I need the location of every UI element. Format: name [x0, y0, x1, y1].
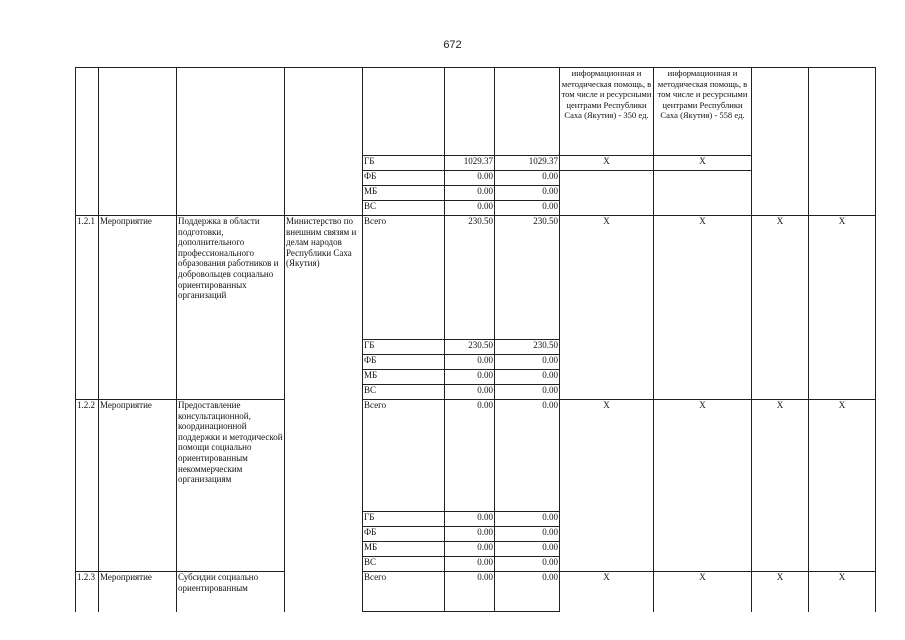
continuation-funding-row	[76, 186, 876, 201]
measure-row-total	[76, 216, 876, 340]
x-mark: X	[654, 156, 752, 171]
measure-funding-row	[76, 542, 876, 557]
total-value-2: 0.00	[495, 572, 560, 612]
measure-funding-row	[76, 370, 876, 385]
page-number: 672	[443, 39, 462, 51]
total-value-2: 230.50	[495, 216, 560, 340]
funding-value-1: 0.00	[445, 171, 495, 186]
measure-funding-row	[76, 385, 876, 400]
funding-value-1: 0.00	[445, 527, 495, 542]
funding-value-2: 0.00	[495, 385, 560, 400]
x-mark: X	[752, 400, 809, 512]
funding-value-1: 0.00	[445, 512, 495, 527]
funding-source: ВС	[363, 201, 445, 216]
measure-name: Поддержка в области подготовки, дополнительного профессионального образования работников и добровольцев социально ориентированных организаций	[177, 216, 285, 340]
measure-code: 1.2.1	[76, 216, 99, 340]
measure-code: 1.2.3	[76, 572, 99, 612]
continuation-funding-row	[76, 156, 876, 171]
measure-type: Мероприятие	[99, 572, 177, 612]
funding-value-1: 0.00	[445, 201, 495, 216]
funding-value-1: 1029.37	[445, 156, 495, 171]
total-value-1: 0.00	[445, 400, 495, 512]
funding-source: ВС	[363, 385, 445, 400]
measure-funding-row	[76, 340, 876, 355]
x-mark: X	[752, 572, 809, 612]
funding-value-2: 0.00	[495, 355, 560, 370]
measure-funding-row	[76, 355, 876, 370]
measure-funding-row	[76, 557, 876, 572]
funding-value-2: 0.00	[495, 201, 560, 216]
funding-value-2: 0.00	[495, 542, 560, 557]
continuation-header-row	[76, 68, 876, 156]
funding-value-2: 0.00	[495, 186, 560, 201]
measure-row-total	[76, 572, 876, 612]
funding-value-2: 0.00	[495, 527, 560, 542]
funding-value-1: 0.00	[445, 186, 495, 201]
funding-source: МБ	[363, 542, 445, 557]
total-label: Всего	[363, 216, 445, 340]
funding-value-2: 230.50	[495, 340, 560, 355]
funding-value-2: 1029.37	[495, 156, 560, 171]
funding-value-1: 0.00	[445, 557, 495, 572]
measure-code: 1.2.2	[76, 400, 99, 512]
measure-executor	[285, 572, 363, 612]
funding-value-1: 0.00	[445, 385, 495, 400]
continuation-funding-row	[76, 201, 876, 216]
result-text-1: информационная и методическая помощь, в том числе и ресурсными центрами Республики Саха (Якутия) - 350 ед.	[560, 68, 654, 156]
funding-value-2: 0.00	[495, 171, 560, 186]
result-text-2: информационная и методическая помощь, в том числе и ресурсными центрами Республики Саха (Якутия) - 558 ед.	[654, 68, 752, 156]
measure-executor: Министерство по внешним связям и делам народов Республики Саха (Якутия)	[285, 216, 363, 340]
x-mark: X	[654, 400, 752, 512]
measure-name: Предоставление консультационной, координационной поддержки и методической помощи социально ориентированным некоммерческим организациям	[177, 400, 285, 512]
x-mark: X	[654, 216, 752, 340]
funding-value-1: 0.00	[445, 370, 495, 385]
measure-executor	[285, 400, 363, 512]
funding-value-1: 230.50	[445, 340, 495, 355]
funding-source: МБ	[363, 186, 445, 201]
funding-value-2: 0.00	[495, 512, 560, 527]
measure-type: Мероприятие	[99, 216, 177, 340]
funding-source: ГБ	[363, 340, 445, 355]
measure-funding-row	[76, 512, 876, 527]
funding-source: ГБ	[363, 156, 445, 171]
continuation-funding-row	[76, 171, 876, 186]
funding-value-2: 0.00	[495, 370, 560, 385]
total-value-2: 0.00	[495, 400, 560, 512]
x-mark: X	[560, 156, 654, 171]
x-mark: X	[809, 572, 876, 612]
total-label: Всего	[363, 400, 445, 512]
funding-source: ФБ	[363, 171, 445, 186]
funding-value-2: 0.00	[495, 557, 560, 572]
funding-source: ФБ	[363, 527, 445, 542]
funding-value-1: 0.00	[445, 542, 495, 557]
x-mark: X	[560, 572, 654, 612]
x-mark: X	[809, 400, 876, 512]
x-mark: X	[654, 572, 752, 612]
funding-source: МБ	[363, 370, 445, 385]
funding-source: ГБ	[363, 512, 445, 527]
total-label: Всего	[363, 572, 445, 612]
total-value-1: 230.50	[445, 216, 495, 340]
measure-name: Субсидии социально ориентированным	[177, 572, 285, 612]
x-mark: X	[560, 216, 654, 340]
measure-row-total	[76, 400, 876, 512]
x-mark: X	[809, 216, 876, 340]
program-measures-table	[75, 67, 876, 612]
measure-funding-row	[76, 527, 876, 542]
x-mark: X	[560, 400, 654, 512]
measure-type: Мероприятие	[99, 400, 177, 512]
total-value-1: 0.00	[445, 572, 495, 612]
funding-source: ФБ	[363, 355, 445, 370]
funding-value-1: 0.00	[445, 355, 495, 370]
x-mark: X	[752, 216, 809, 340]
funding-source: ВС	[363, 557, 445, 572]
